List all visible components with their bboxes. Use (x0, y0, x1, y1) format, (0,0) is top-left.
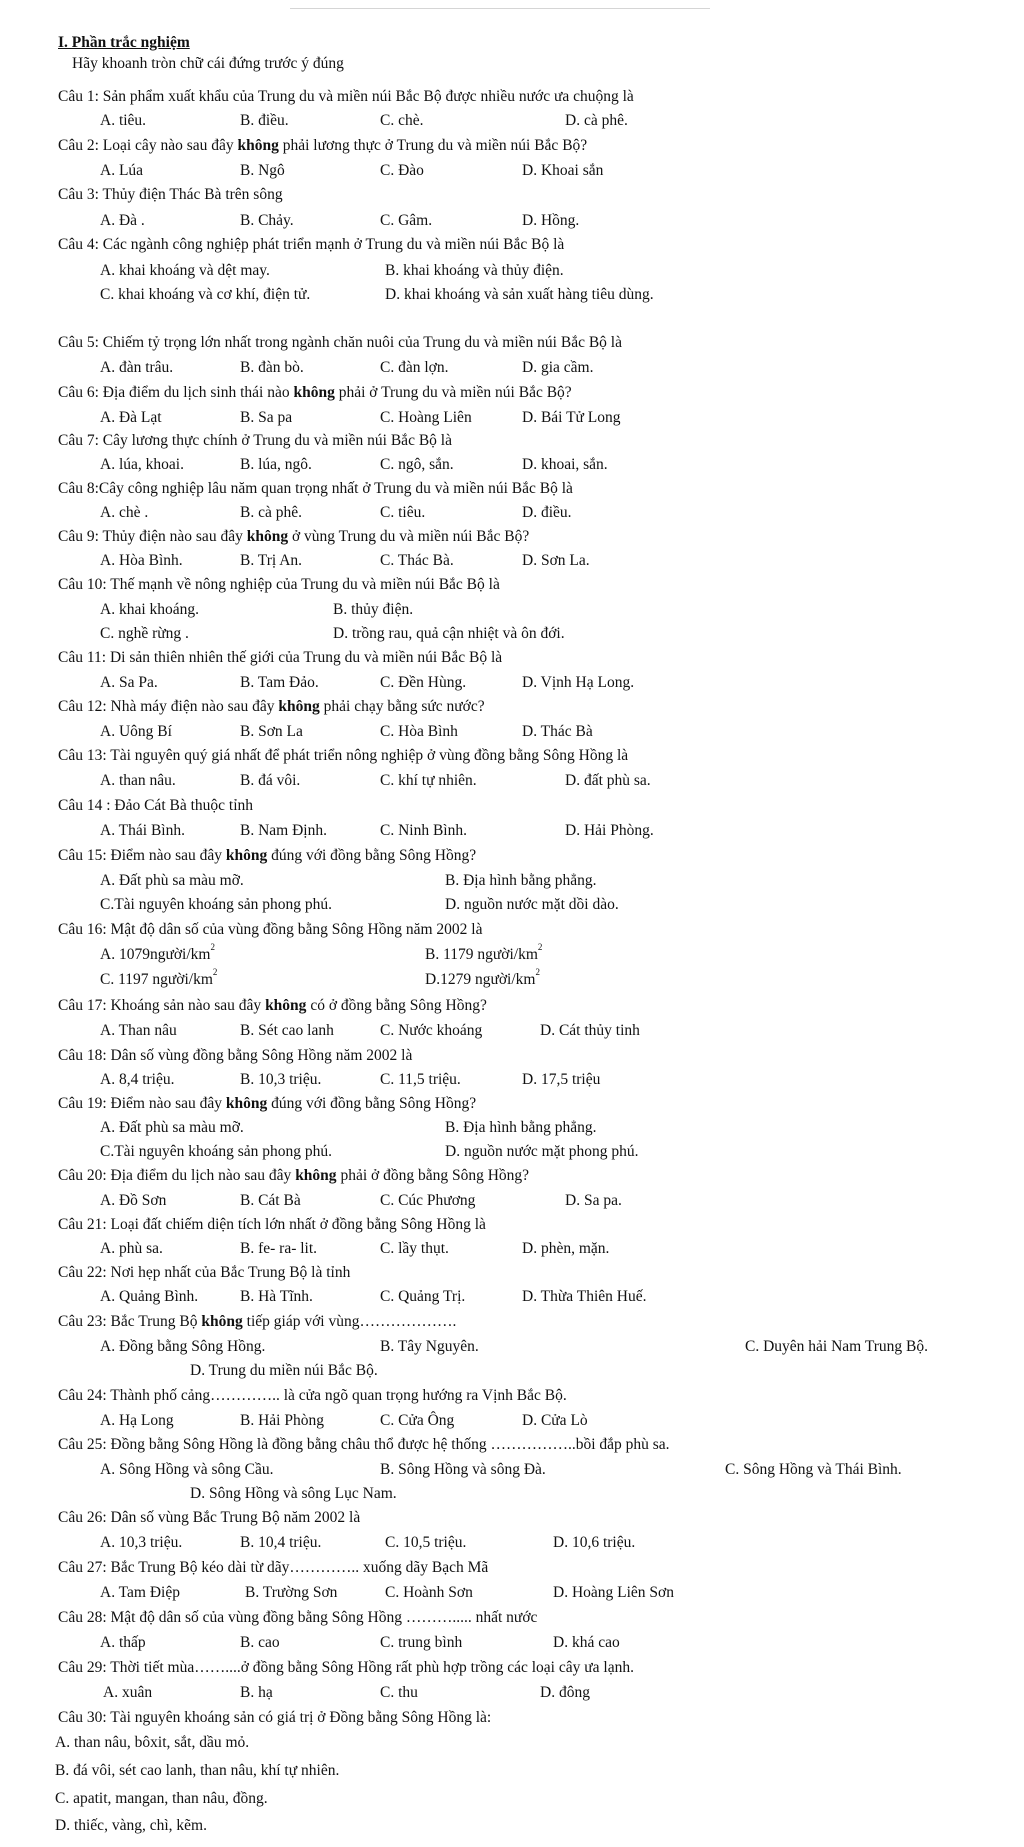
text-line (0, 597, 1024, 623)
option-b[interactable]: B. cao (240, 1634, 280, 1651)
stem-text: có ở đồng bằng Sông Hồng? (306, 997, 487, 1014)
text-line (0, 993, 1024, 1019)
stem-text: Câu 15: Điểm nào sau đây (58, 847, 226, 864)
option-d[interactable]: D. điều. (522, 504, 572, 521)
unit-exponent: 2 (535, 966, 540, 977)
option-a[interactable]: A. Than nâu (100, 1022, 177, 1039)
option-b[interactable]: B. 10,4 triệu. (240, 1534, 322, 1551)
stem-text: Câu 20: Địa điểm du lịch nào sau đây (58, 1167, 296, 1184)
stem-text: Câu 9: Thủy điện nào sau đây (58, 528, 247, 545)
option-c[interactable]: C. trung bình (380, 1634, 463, 1651)
option-d[interactable]: D. Bái Tử Long (522, 409, 621, 426)
option-d[interactable]: D. nguồn nước mặt phong phú. (445, 1143, 639, 1160)
question-stem: Câu 16: Mật độ dân số của vùng đồng bằng Sông Hồng năm 2002 là (58, 921, 483, 938)
text-line (0, 1481, 1024, 1507)
option-b[interactable]: B. Sa pa (240, 409, 293, 426)
text-line (0, 1383, 1024, 1409)
section-title: I. Phần trắc nghiệm (58, 34, 190, 51)
option-a[interactable]: A. Đồ Sơn (100, 1192, 167, 1209)
option-a[interactable]: A. Hạ Long (100, 1412, 174, 1429)
option-b[interactable]: B. Tây Nguyên. (380, 1338, 479, 1355)
text-line (0, 892, 1024, 918)
question-stem: Câu 25: Đồng bằng Sông Hồng là đồng bằng châu thổ được hệ thống ……………..bồi đắp phù sa. (58, 1436, 670, 1453)
question-stem: Câu 7: Cây lương thực chính ở Trung du và miền núi Bắc Bộ là (58, 432, 452, 449)
question-stem (58, 380, 572, 406)
question-stem (58, 524, 529, 550)
question-stem: Câu 1: Sản phẩm xuất khẩu của Trung du và miền núi Bắc Bộ được nhiều nước ưa chuộng là (58, 88, 634, 105)
question-stem: Câu 27: Bắc Trung Bộ kéo dài từ dãy………….. xuống dãy Bạch Mã (58, 1559, 489, 1576)
question-stem (58, 843, 476, 869)
instruction-text: Hãy khoanh tròn chữ cái đứng trước ý đúng (72, 55, 344, 72)
option-d[interactable]: D. Khoai sắn (522, 162, 604, 179)
option-c[interactable]: C.Tài nguyên khoáng sản phong phú. (100, 1143, 333, 1160)
question-stem (58, 993, 487, 1019)
text-line (0, 428, 1024, 454)
text-line (0, 1188, 1024, 1214)
text-line (0, 818, 1024, 844)
option-d[interactable]: D. 17,5 triệu (522, 1071, 601, 1088)
option-a[interactable]: A. đàn trâu. (100, 359, 174, 376)
option-a[interactable]: A. 10,3 triệu. (100, 1534, 183, 1551)
option-a[interactable]: A. Hòa Bình. (100, 552, 183, 569)
text-line (0, 1457, 1024, 1483)
text-line (0, 1680, 1024, 1706)
text-line (0, 1260, 1024, 1286)
option-c[interactable]: C. apatit, mangan, than nâu, đồng. (55, 1790, 268, 1807)
text-line (0, 232, 1024, 258)
question-stem: Câu 29: Thời tiết mùa……....ở đồng bằng Sông Hồng rất phù hợp trồng các loại cây ưa lạnh. (58, 1659, 634, 1676)
text-line (0, 500, 1024, 526)
option-c[interactable]: C. 1197 người/$km^2$ (100, 966, 218, 988)
option-c[interactable]: C. thu (380, 1684, 418, 1701)
stem-emphasis: không (246, 528, 289, 545)
stem-text: Câu 23: Bắc Trung Bộ (58, 1313, 202, 1330)
question-stem (58, 694, 485, 720)
option-d[interactable]: D. Thác Bà (522, 723, 593, 740)
text-line (0, 645, 1024, 671)
stem-text: đúng với đồng bằng Sông Hồng? (267, 1095, 477, 1112)
stem-text: phải lương thực ở Trung du và miền núi Bắc Bộ? (278, 137, 588, 154)
option-d[interactable]: D. Cửa Lò (522, 1412, 588, 1429)
text-line (0, 1580, 1024, 1606)
option-c[interactable]: C. Quảng Trị. (380, 1288, 466, 1305)
text-line (0, 967, 1024, 993)
stem-text: Câu 2: Loại cây nào sau đây (58, 137, 238, 154)
text-line (0, 572, 1024, 598)
option-d[interactable]: D. Sơn La. (522, 552, 590, 569)
text-line (0, 182, 1024, 208)
text-line (0, 1705, 1024, 1731)
text-line (0, 1163, 1024, 1189)
option-c[interactable]: C. Cửa Ông (380, 1412, 455, 1429)
text-line (0, 108, 1024, 134)
text-line (0, 330, 1024, 356)
question-stem: Câu 4: Các ngành công nghiệp phát triển mạnh ở Trung du và miền núi Bắc Bộ là (58, 236, 565, 253)
text-line (0, 743, 1024, 769)
text-line (0, 1284, 1024, 1310)
text-line (0, 158, 1024, 184)
option-a[interactable]: A. than nâu. (100, 772, 176, 789)
option-b[interactable]: B. Nam Định. (240, 822, 327, 839)
question-stem: Câu 21: Loại đất chiếm diện tích lớn nhất ở đồng bằng Sông Hồng là (58, 1216, 486, 1233)
question-stem: Câu 14 : Đảo Cát Bà thuộc tỉnh (58, 797, 254, 814)
option-a[interactable]: A. Đất phù sa màu mỡ. (100, 1119, 244, 1136)
option-c[interactable]: C. Ninh Bình. (380, 822, 467, 839)
option-c[interactable]: C. Nước khoáng (380, 1022, 483, 1039)
option-d[interactable]: D. Vịnh Hạ Long. (522, 674, 635, 691)
option-d[interactable]: D. Trung du miền núi Bắc Bộ. (190, 1362, 378, 1379)
unit-exponent: 2 (212, 966, 218, 977)
stem-text: Câu 17: Khoáng sản nào sau đây (58, 997, 266, 1014)
text-line (0, 1758, 1024, 1784)
text-line (0, 1730, 1024, 1756)
option-c[interactable]: C. lầy thụt. (380, 1240, 449, 1257)
option-b[interactable]: B. fe- ra- lit. (240, 1240, 318, 1257)
text-line (0, 133, 1024, 159)
option-d[interactable]: D. thiếc, vàng, chì, kẽm. (55, 1817, 207, 1834)
stem-text: Câu 12: Nhà máy điện nào sau đây (58, 698, 279, 715)
option-c[interactable]: C. đàn lợn. (380, 359, 449, 376)
text-line (0, 1630, 1024, 1656)
option-b[interactable]: B. Tam Đảo. (240, 674, 319, 691)
text-line (0, 793, 1024, 819)
option-a[interactable]: A. lúa, khoai. (100, 456, 184, 473)
text-line (0, 1309, 1024, 1335)
cropped-header-edge (290, 0, 710, 9)
option-a[interactable]: A. Tam Điệp (100, 1584, 180, 1601)
text-line (0, 1530, 1024, 1556)
text-line (0, 282, 1024, 308)
stem-text: phải ở Trung du và miền núi Bắc Bộ? (334, 384, 572, 401)
option-a[interactable]: A. khai khoáng và dệt may. (100, 262, 270, 279)
text-line (0, 452, 1024, 478)
option-b[interactable]: B. đàn bò. (240, 359, 304, 376)
option-a[interactable]: A. Đồng bằng Sông Hồng. (100, 1338, 266, 1355)
option-d[interactable]: D. phèn, mặn. (522, 1240, 610, 1257)
option-a[interactable]: A. Thái Bình. (100, 822, 185, 839)
option-c[interactable]: C. chè. (380, 112, 424, 129)
stem-text: phải ở đồng bằng Sông Hồng? (336, 1167, 530, 1184)
option-b[interactable]: B. 1179 người/$km^2$ (425, 941, 543, 963)
question-stem: Câu 11: Di sản thiên nhiên thế giới của Trung du và miền núi Bắc Bộ là (58, 649, 503, 666)
question-stem: Câu 8:Cây công nghiệp lâu năm quan trọng nhất ở Trung du và miền núi Bắc Bộ là (58, 480, 573, 497)
option-b[interactable]: B. Địa hình bằng phẳng. (445, 872, 597, 889)
option-c[interactable]: C. khai khoáng và cơ khí, điện tử. (100, 286, 311, 303)
option-b[interactable]: B. Địa hình bằng phẳng. (445, 1119, 597, 1136)
option-c[interactable]: C.Tài nguyên khoáng sản phong phú. (100, 896, 333, 913)
option-a[interactable]: A. Đà . (100, 212, 145, 229)
text-line (0, 84, 1024, 110)
option-d[interactable]: D. Sông Hồng và sông Lục Nam. (190, 1485, 397, 1502)
text-line (0, 670, 1024, 696)
stem-text: ở vùng Trung du và miền núi Bắc Bộ? (288, 528, 530, 545)
stem-text: tiếp giáp với vùng………………. (242, 1313, 457, 1330)
option-b[interactable]: B. khai khoáng và thủy điện. (385, 262, 564, 279)
option-d[interactable]: D. khá cao (553, 1634, 620, 1651)
option-a[interactable]: A. phù sa. (100, 1240, 163, 1257)
option-d[interactable]: D. Thừa Thiên Huế. (522, 1288, 647, 1305)
stem-text: Câu 6: Địa điểm du lịch sinh thái nào (58, 384, 294, 401)
text-line (0, 942, 1024, 968)
text-line (0, 1813, 1024, 1839)
text-line (0, 1786, 1024, 1812)
option-c[interactable]: C. Thác Bà. (380, 552, 454, 569)
option-b[interactable]: B. Hà Tĩnh. (240, 1288, 313, 1305)
option-b[interactable]: B. đá vôi, sét cao lanh, than nâu, khí tự nhiên. (55, 1762, 340, 1779)
option-b[interactable]: B. lúa, ngô. (240, 456, 312, 473)
text-line (0, 476, 1024, 502)
option-b[interactable]: B. hạ (240, 1684, 273, 1701)
question-stem (58, 1091, 476, 1117)
stem-emphasis: không (265, 997, 307, 1014)
option-d[interactable]: D. Hồng. (522, 212, 580, 229)
text-line (0, 1139, 1024, 1165)
option-b[interactable]: B. Sơn La (240, 723, 303, 740)
text-line (0, 1605, 1024, 1631)
question-stem: Câu 5: Chiếm tỷ trọng lớn nhất trong ngành chăn nuôi của Trung du và miền núi Bắc Bộ là (58, 334, 622, 351)
option-b[interactable]: B. Ngô (240, 162, 285, 179)
text-line (0, 1212, 1024, 1238)
option-a[interactable]: A. Đà Lạt (100, 409, 162, 426)
option-d[interactable]: D. Cát thủy tinh (540, 1022, 640, 1039)
option-b[interactable]: B. cà phê. (240, 504, 302, 521)
text-line (0, 380, 1024, 406)
question-stem: Câu 13: Tài nguyên quý giá nhất để phát triển nông nghiệp ở vùng đồng bằng Sông Hồng là (58, 747, 629, 764)
option-d[interactable]: D. Hải Phòng. (565, 822, 654, 839)
text-line (0, 208, 1024, 234)
text-line (0, 1091, 1024, 1117)
unit-exponent: 2 (537, 941, 543, 952)
option-a[interactable]: A. Đất phù sa màu mỡ. (100, 872, 244, 889)
text-line (0, 917, 1024, 943)
text-line (0, 1043, 1024, 1069)
option-d[interactable]: D. 10,6 triệu. (553, 1534, 636, 1551)
text-line (0, 843, 1024, 869)
option-a[interactable]: A. Quảng Bình. (100, 1288, 199, 1305)
question-stem: Câu 22: Nơi hẹp nhất của Bắc Trung Bộ là tỉnh (58, 1264, 351, 1281)
option-d[interactable]: D.1279 người/$km^2$ (425, 966, 540, 988)
stem-text: đúng với đồng bằng Sông Hồng? (267, 847, 477, 864)
text-line (0, 694, 1024, 720)
text-line (0, 1334, 1024, 1360)
question-stem (58, 133, 587, 159)
option-c[interactable]: C. Đền Hùng. (380, 674, 467, 691)
stem-emphasis: không (278, 698, 320, 715)
text-line (0, 768, 1024, 794)
stem-emphasis: không (225, 847, 268, 864)
text-line (0, 1067, 1024, 1093)
option-c[interactable]: C. khí tự nhiên. (380, 772, 477, 789)
question-stem (58, 1163, 529, 1189)
text-line (0, 1236, 1024, 1262)
option-a[interactable]: A. tiêu. (100, 112, 147, 129)
question-stem: Câu 3: Thủy điện Thác Bà trên sông (58, 186, 283, 203)
option-c[interactable]: C. Hoàng Liên (380, 409, 472, 426)
option-d[interactable]: D. nguồn nước mặt dồi dào. (445, 896, 619, 913)
option-b[interactable]: B. Hải Phòng (240, 1412, 324, 1429)
text-line (0, 868, 1024, 894)
option-a[interactable]: A. khai khoáng. (100, 601, 200, 618)
option-b[interactable]: B. đá vôi. (240, 772, 301, 789)
unit-exponent: 2 (210, 941, 215, 952)
option-c[interactable]: C. Duyên hải Nam Trung Bộ. (745, 1338, 928, 1355)
option-c[interactable]: C. Hòa Bình (380, 723, 458, 740)
option-c[interactable]: C. Đào (380, 162, 424, 179)
option-a[interactable]: A. Sông Hồng và sông Cầu. (100, 1461, 274, 1478)
question-stem: Câu 24: Thành phố cảng………….. là cửa ngõ quan trọng hướng ra Vịnh Bắc Bộ. (58, 1387, 567, 1404)
option-b[interactable]: B. điều. (240, 112, 289, 129)
text-line (0, 548, 1024, 574)
question-stem: Câu 26: Dân số vùng Bắc Trung Bộ năm 2002 là (58, 1509, 361, 1526)
stem-text: phải chạy bằng sức nước? (319, 698, 485, 715)
option-b[interactable]: B. thủy điện. (333, 601, 414, 618)
option-a[interactable]: A. Lúa (100, 162, 144, 179)
text-line (0, 719, 1024, 745)
option-a[interactable]: A. chè . (100, 504, 149, 521)
option-a[interactable]: A. 8,4 triệu. (100, 1071, 175, 1088)
text-line (0, 1408, 1024, 1434)
stem-text: Câu 19: Điểm nào sau đây (58, 1095, 226, 1112)
option-b[interactable]: B. Sét cao lanh (240, 1022, 334, 1039)
stem-emphasis: không (225, 1095, 268, 1112)
text-line (0, 51, 1024, 77)
option-c[interactable]: C. Hoành Sơn (385, 1584, 473, 1601)
option-d[interactable]: D. đông (540, 1684, 590, 1701)
text-line (0, 1655, 1024, 1681)
text-line (0, 355, 1024, 381)
stem-emphasis: không (295, 1167, 337, 1184)
option-d[interactable]: D. cà phê. (565, 112, 628, 129)
stem-emphasis: không (201, 1313, 243, 1330)
stem-emphasis: không (293, 384, 335, 401)
option-a[interactable]: A. $1079người/km^2$ (100, 941, 215, 963)
text-line (0, 1555, 1024, 1581)
option-c[interactable]: C. 10,5 triệu. (385, 1534, 467, 1551)
text-line (0, 621, 1024, 647)
option-c[interactable]: C. 11,5 triệu. (380, 1071, 461, 1088)
question-stem: Câu 28: Mật độ dân số của vùng đồng bằng Sông Hồng ………..... nhất nước (58, 1609, 538, 1626)
option-a[interactable]: A. than nâu, bôxit, sắt, dầu mỏ. (55, 1734, 250, 1751)
option-d[interactable]: D. Hoàng Liên Sơn (553, 1584, 674, 1601)
text-line (0, 1018, 1024, 1044)
option-d[interactable]: D. khoai, sắn. (522, 456, 608, 473)
option-b[interactable]: B. Cát Bà (240, 1192, 301, 1209)
question-stem: Câu 10: Thế mạnh về nông nghiệp của Trung du và miền núi Bắc Bộ là (58, 576, 500, 593)
option-c[interactable]: C. Gâm. (380, 212, 433, 229)
option-d[interactable]: D. khai khoáng và sản xuất hàng tiêu dùng. (385, 286, 654, 303)
option-a[interactable]: A. Uông Bí (100, 723, 172, 740)
option-c[interactable]: C. tiêu. (380, 504, 426, 521)
option-a[interactable]: A. Sa Pa. (100, 674, 158, 691)
text-line (0, 1432, 1024, 1458)
stem-emphasis: không (237, 137, 279, 154)
text-line (0, 1115, 1024, 1141)
option-b[interactable]: B. Trường Sơn (245, 1584, 338, 1601)
option-b[interactable]: B. Sông Hồng và sông Đà. (380, 1461, 546, 1478)
option-c[interactable]: C. Cúc Phương (380, 1192, 476, 1209)
option-d[interactable]: D. gia cầm. (522, 359, 594, 376)
option-c[interactable]: C. ngô, sắn. (380, 456, 454, 473)
text-line (0, 1505, 1024, 1531)
option-d[interactable]: D. trồng rau, quả cận nhiệt và ôn đới. (333, 625, 565, 642)
text-line (0, 258, 1024, 284)
option-c[interactable]: C. nghề rừng . (100, 625, 189, 642)
text-line (0, 1358, 1024, 1384)
option-b[interactable]: B. 10,3 triệu. (240, 1071, 322, 1088)
question-stem (58, 1309, 456, 1335)
question-stem: Câu 18: Dân số vùng đồng bằng Sông Hồng năm 2002 là (58, 1047, 413, 1064)
question-stem: Câu 30: Tài nguyên khoáng sản có giá trị ở Đồng bằng Sông Hồng là: (58, 1709, 492, 1726)
option-a[interactable]: A. thấp (100, 1634, 146, 1651)
option-d[interactable]: D. Sa pa. (565, 1192, 622, 1209)
option-d[interactable]: D. đất phù sa. (565, 772, 651, 789)
option-b[interactable]: B. Trị An. (240, 552, 303, 569)
option-b[interactable]: B. Chảy. (240, 212, 294, 229)
option-c[interactable]: C. Sông Hồng và Thái Bình. (725, 1461, 902, 1478)
text-line (0, 524, 1024, 550)
option-a[interactable]: A. xuân (103, 1684, 153, 1701)
